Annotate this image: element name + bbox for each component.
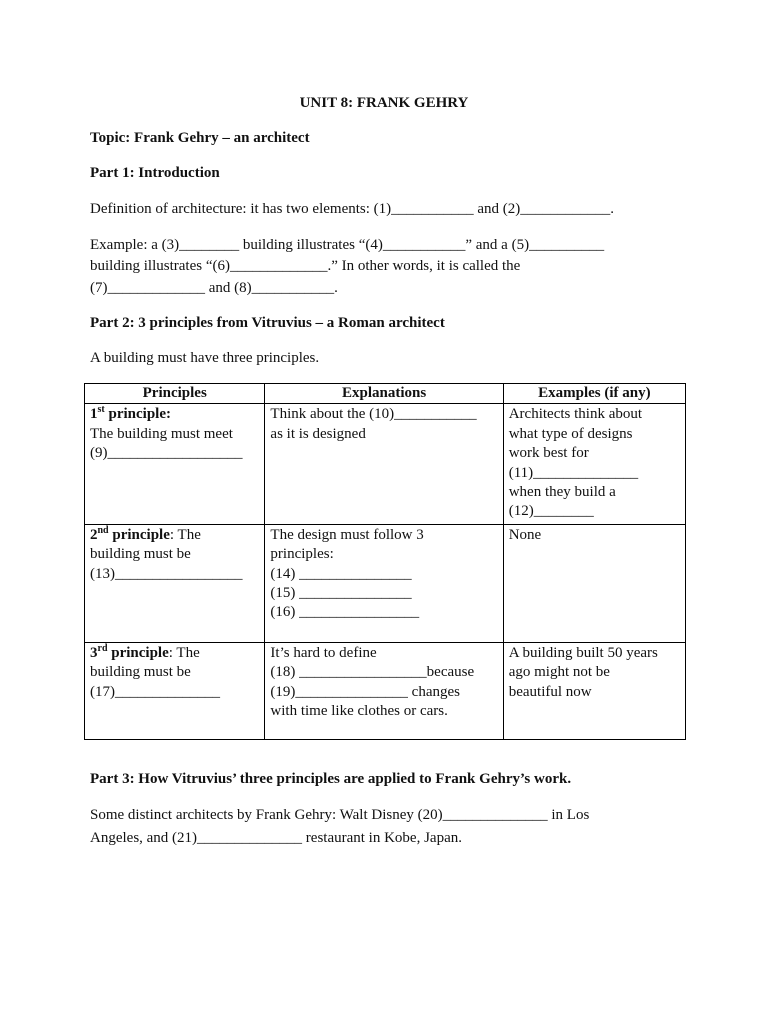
example-line: building illustrates “(6)_____________.” In other words, it is called the [90, 258, 521, 274]
column-header-principles: Principles [85, 384, 265, 404]
explanation-line: (14) _______________ [270, 565, 412, 582]
explanation-line: It’s hard to define [270, 644, 377, 661]
part2-intro: A building must have three principles. [90, 350, 320, 366]
principle-line: building must be [90, 546, 191, 563]
principle-label: principle: [104, 406, 171, 423]
example-cell-line: None [508, 526, 542, 543]
part3-heading: Part 3: How Vitruvius’ three principles are applied to Frank Gehry’s work. [90, 771, 572, 787]
principles-table [84, 383, 686, 740]
column-header-explanations: Explanations [265, 384, 503, 404]
principle-line: building must be [90, 664, 191, 681]
principle-label: principle [107, 644, 169, 661]
example-cell-line: work best for [508, 445, 589, 462]
example-cell [503, 642, 685, 739]
principle-line: (17)______________ [90, 683, 220, 700]
part3-line: Angeles, and (21)______________ restaurant in Kobe, Japan. [90, 830, 462, 846]
principle-number: 2 [90, 526, 98, 543]
explanation-line: The design must follow 3 [270, 526, 424, 543]
part1-heading: Part 1: Introduction [90, 165, 220, 181]
topic-line: Topic: Frank Gehry – an architect [90, 130, 310, 146]
principle-number: 3 [90, 644, 98, 661]
ordinal-suffix: rd [97, 642, 108, 654]
example-cell-line: Architects think about [508, 406, 643, 423]
ordinal-suffix: st [97, 404, 105, 416]
explanation-line: with time like clothes or cars. [270, 703, 448, 720]
example-line: Example: a (3)________ building illustrates “(4)___________” and a (5)__________ [90, 237, 605, 253]
principle-label-rest: : The [168, 644, 200, 661]
part3-line: Some distinct architects by Frank Gehry: Walt Disney (20)______________ in Los [90, 807, 590, 823]
ordinal-suffix: nd [97, 524, 109, 536]
table-row [85, 642, 686, 739]
principle-cell [85, 404, 265, 524]
definition-line: Definition of architecture: it has two elements: (1)___________ and (2)____________. [90, 201, 615, 217]
example-cell-line: A building built 50 years [508, 644, 658, 661]
principle-cell [85, 524, 265, 642]
example-cell-line: (12)________ [508, 503, 594, 520]
table-row [85, 524, 686, 642]
principle-line: The building must meet [90, 425, 233, 442]
principle-line: (9)__________________ [90, 445, 243, 462]
example-cell-line: what type of designs [508, 425, 633, 442]
explanation-line: (16) ________________ [270, 604, 420, 621]
explanation-cell [265, 524, 503, 642]
principle-line: (13)_________________ [90, 565, 243, 582]
explanation-line: Think about the (10)___________ [270, 406, 477, 423]
example-cell-line: when they build a [508, 484, 616, 501]
principle-label: principle [108, 526, 170, 543]
explanation-line: (15) _______________ [270, 585, 412, 602]
example-cell-line: ago might not be [508, 664, 610, 681]
explanation-line: principles: [270, 546, 334, 563]
table-row [85, 404, 686, 524]
example-cell-line: beautiful now [508, 683, 592, 700]
explanation-line: (19)_______________ changes [270, 683, 460, 700]
explanation-line: as it is designed [270, 425, 366, 442]
explanation-cell [265, 642, 503, 739]
explanation-cell [265, 404, 503, 524]
explanation-line: (18) _________________because [270, 664, 475, 681]
example-line: (7)_____________ and (8)___________. [90, 280, 338, 296]
example-cell [503, 524, 685, 642]
table-header-row [85, 384, 686, 404]
column-header-examples: Examples (if any) [503, 384, 685, 404]
principle-label-rest: : The [169, 526, 201, 543]
principle-number: 1 [90, 406, 98, 423]
example-cell [503, 404, 685, 524]
example-cell-line: (11)______________ [508, 464, 639, 481]
page-title: UNIT 8: FRANK GEHRY [299, 95, 469, 111]
principle-cell [85, 642, 265, 739]
part2-heading: Part 2: 3 principles from Vitruvius – a Roman architect [90, 315, 445, 331]
